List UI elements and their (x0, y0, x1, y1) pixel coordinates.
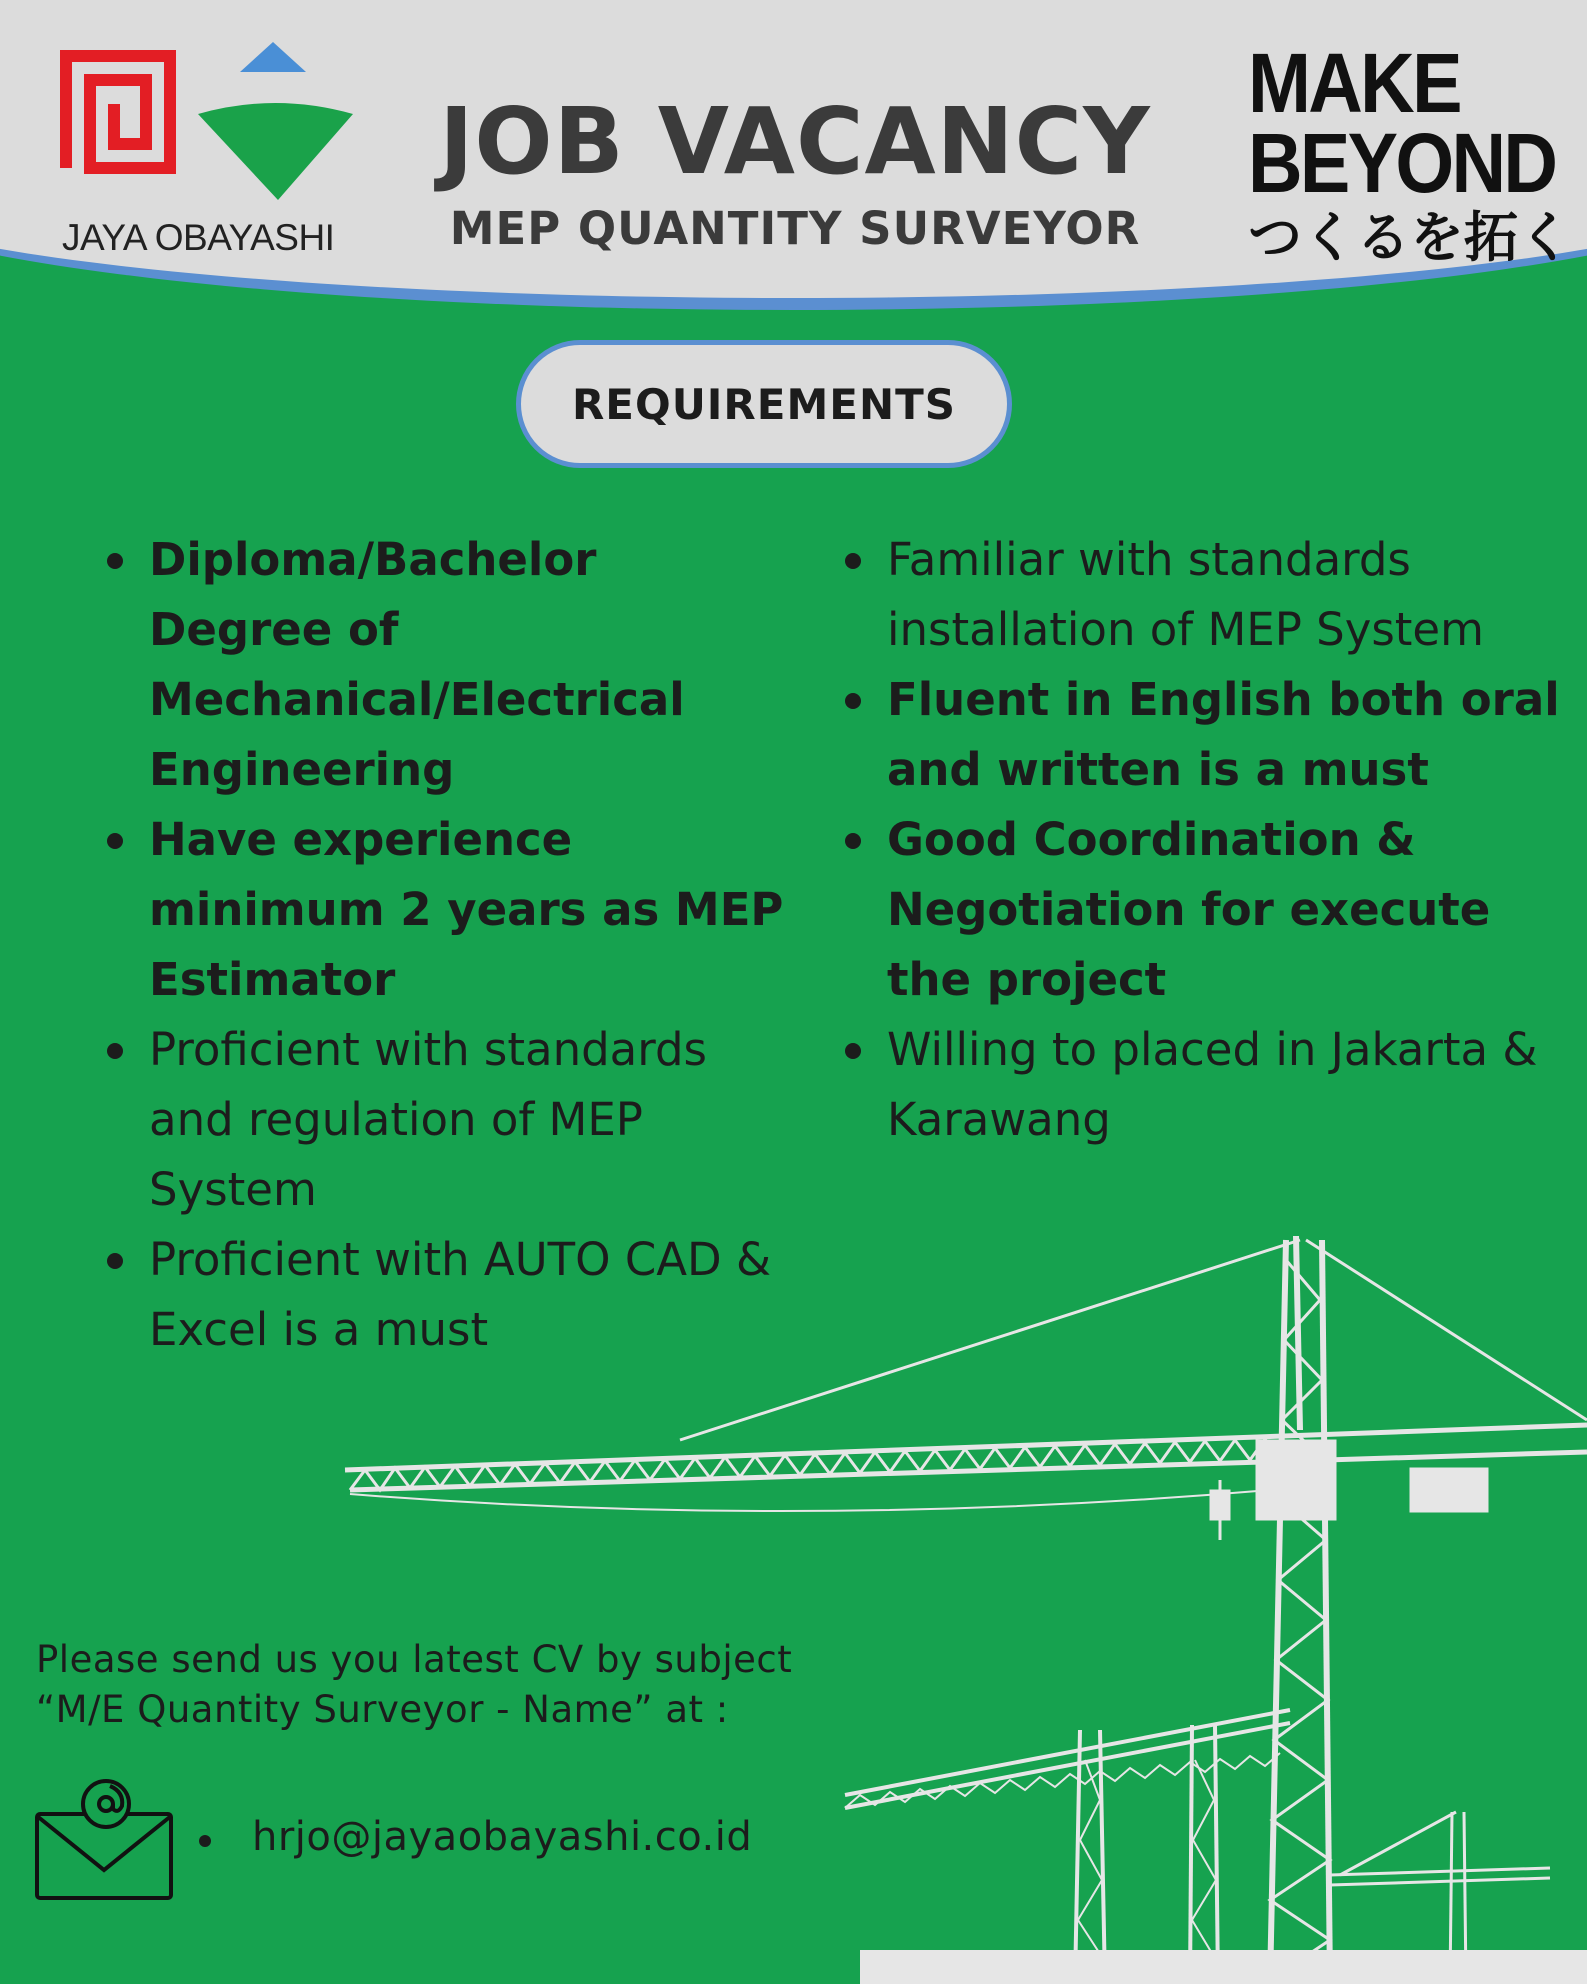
list-item: Proficient with AUTO CAD & Excel is a must (104, 1225, 784, 1365)
list-item: Have experience minimum 2 years as MEP Estimator (104, 805, 784, 1015)
list-item: Willing to placed in Jakarta & Karawang (842, 1015, 1587, 1155)
requirements-left-column (104, 525, 784, 1365)
list-item: Familiar with standards installation of MEP System (842, 525, 1587, 665)
jaya-obayashi-logo-icon (60, 42, 360, 212)
list-item: Fluent in English both oral and written is a must (842, 665, 1587, 805)
position-title: MEP QUANTITY SURVEYOR (449, 202, 1141, 255)
title-block (420, 88, 1170, 255)
brand-line-3: つくるを拓く (1248, 204, 1572, 269)
list-item: Good Coordination & Negotiation for execute the project (842, 805, 1587, 1015)
cv-instruction-line-1: Please send us you latest CV by subject (36, 1638, 793, 1681)
cv-instruction-line-2: “M/E Quantity Surveyor - Name” at : (36, 1688, 729, 1731)
page-title: JOB VACANCY (439, 88, 1151, 195)
email-link[interactable]: hrjo@jayaobayashi.co.id (252, 1814, 753, 1860)
requirements-heading: REQUIREMENTS (516, 340, 1012, 468)
email-bullet (199, 1835, 211, 1847)
make-beyond-logo (1248, 36, 1578, 269)
brand-line-1: MAKE (1248, 36, 1460, 130)
company-logo (60, 42, 360, 262)
company-name: JAYA OBAYASHI (62, 217, 335, 258)
list-item: Diploma/Bachelor Degree of Mechanical/Electrical Engineering (104, 525, 784, 805)
envelope-at-icon (34, 1778, 174, 1900)
list-item: Proficient with standards and regulation of MEP System (104, 1015, 784, 1225)
requirements-right-column (842, 525, 1587, 1155)
brand-line-2: BEYOND (1248, 115, 1556, 210)
cv-instructions (36, 1635, 936, 1735)
